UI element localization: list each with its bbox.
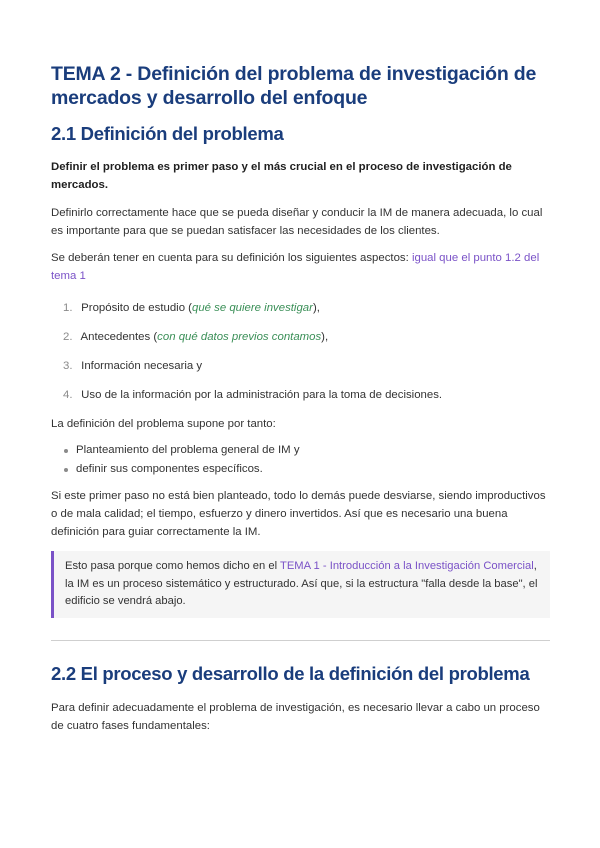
list-number: 1. bbox=[63, 302, 73, 314]
bullet-list bbox=[51, 441, 550, 478]
list-number: 2. bbox=[63, 331, 73, 343]
list-item-2 bbox=[63, 328, 550, 346]
bullet-dot-icon bbox=[64, 449, 68, 453]
section-heading-2-2: 2.2 El proceso y desarrollo de la definición del problema bbox=[51, 662, 530, 684]
bullet-text: definir sus componentes específicos. bbox=[76, 463, 263, 475]
bullet-text: Planteamiento del problema general de IM y bbox=[76, 444, 300, 456]
paragraph-primer-paso: Si este primer paso no está bien planteado, todo lo demás puede desviarse, siendo improductivos o de mala calidad; el tiempo, esfuerzo y dinero invertidos. Así que es necesario una buena definición para guiar correctamente la IM. bbox=[51, 490, 546, 538]
document-title: TEMA 2 - Definición del problema de investigación de mercados y desarrollo del enfoque bbox=[51, 63, 537, 109]
link-punto-1-2[interactable]: igual que el punto 1.2 del tema 1 bbox=[51, 252, 540, 282]
step-text: Uso de la información por la administración para la toma de decisiones. bbox=[81, 389, 443, 401]
paragraph-cuatro-fases: Para definir adecuadamente el problema de investigación, es necesario llevar a cabo un proceso de cuatro fases fundamentales: bbox=[51, 701, 540, 732]
list-number: 4. bbox=[63, 389, 73, 401]
step-text: Propósito de estudio ( bbox=[81, 302, 192, 314]
callout-box bbox=[51, 551, 550, 618]
paragraph-supone: La definición del problema supone por tanto: bbox=[51, 418, 276, 430]
paragraph-aspectos bbox=[51, 249, 550, 285]
bullet-dot-icon bbox=[64, 468, 68, 472]
step-text-after: ), bbox=[312, 302, 320, 314]
step-emphasis: con qué datos previos contamos bbox=[157, 331, 322, 343]
list-item-1 bbox=[63, 299, 550, 317]
intro-bold-paragraph: Definir el problema es primer paso y el más crucial en el proceso de investigación de mercados. bbox=[51, 161, 512, 191]
bullet-item-1 bbox=[63, 441, 550, 459]
bullet-item-2 bbox=[63, 460, 550, 478]
section-divider bbox=[51, 640, 550, 641]
list-item-3 bbox=[63, 357, 550, 375]
section-heading-2-1: 2.1 Definición del problema bbox=[51, 123, 284, 144]
step-text-after: ), bbox=[321, 331, 329, 343]
aspects-ordered-list bbox=[51, 299, 550, 404]
step-text: Información necesaria y bbox=[81, 360, 203, 372]
list-item-4 bbox=[63, 386, 550, 404]
paragraph-definirlo: Definirlo correctamente hace que se pueda diseñar y conducir la IM de manera adecuada, lo cual es importante para que se puedan satisfacer las necesidades de los clientes. bbox=[51, 207, 543, 237]
callout-text-after: , la IM es un proceso sistemático y estructurado. Así que, si la estructura "falla desde la base", el edificio se vendrá abajo. bbox=[65, 560, 538, 607]
list-number: 3. bbox=[63, 360, 73, 372]
link-tema-1[interactable]: TEMA 1 - Introducción a la Investigación Comercial bbox=[279, 560, 534, 572]
step-text: Antecedentes ( bbox=[80, 331, 158, 343]
aspectos-text: Se deberán tener en cuenta para su definición los siguientes aspectos: bbox=[51, 252, 412, 264]
callout-text: Esto pasa porque como hemos dicho en el bbox=[65, 560, 280, 572]
step-emphasis: qué se quiere investigar bbox=[191, 302, 313, 314]
